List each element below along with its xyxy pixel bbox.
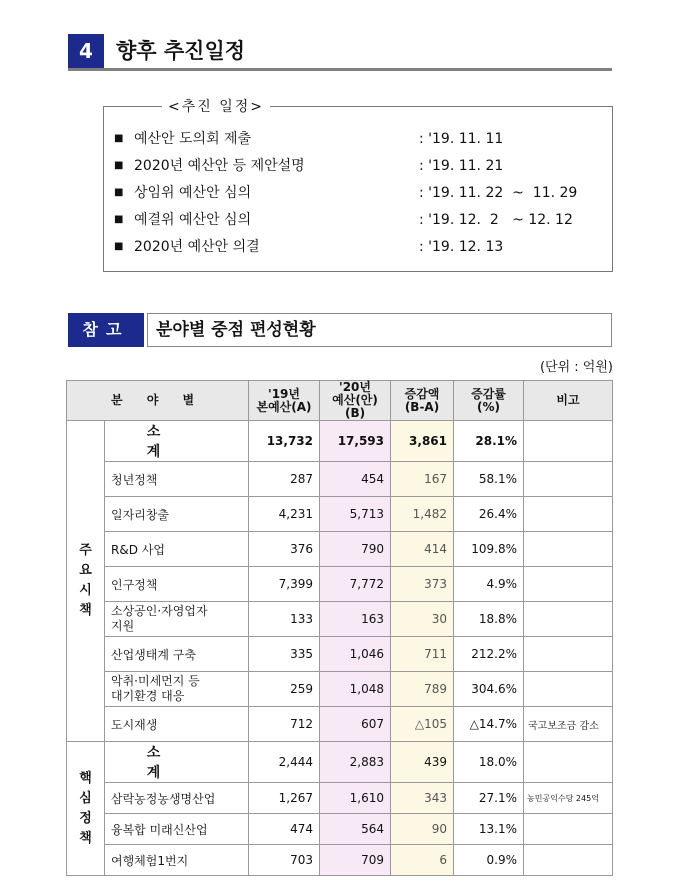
cell-b20: 1,610 (320, 783, 391, 814)
section-heading (68, 34, 612, 70)
table-row (67, 742, 613, 783)
cell-b19: 13,732 (249, 421, 320, 462)
cell-diff: 1,482 (391, 497, 454, 532)
cell-note: 국고보조금 감소 (524, 707, 613, 742)
cell-b20: 454 (320, 462, 391, 497)
cell-b19: 474 (249, 814, 320, 845)
cell-rate: 4.9% (454, 567, 524, 602)
bullet-icon: ■ (114, 187, 124, 198)
cell-note (524, 567, 613, 602)
cell-diff: 167 (391, 462, 454, 497)
cell-diff: 343 (391, 783, 454, 814)
cell-note (524, 532, 613, 567)
schedule-item-date: : '19. 12. 2 ~ 12. 12 (419, 212, 573, 228)
section-title: 향후 추진일정 (116, 39, 246, 63)
cell-b20: 163 (320, 602, 391, 637)
cell-rate: 212.2% (454, 637, 524, 672)
table-row (67, 497, 613, 532)
table-row (67, 672, 613, 707)
schedule-title: <추진 일정> (162, 96, 270, 116)
section-number: 4 (68, 34, 104, 68)
schedule-item-date: : '19. 11. 21 (419, 158, 504, 174)
category-cell: 핵 심 정 책 (67, 742, 105, 876)
header-b19: '19년 본예산(A) (249, 381, 320, 421)
cell-label: 도시재생 (105, 707, 249, 742)
cell-b19: 1,267 (249, 783, 320, 814)
schedule-item-date: : '19. 11. 22 ~ 11. 29 (419, 185, 578, 201)
cell-b20: 7,772 (320, 567, 391, 602)
cell-rate: 13.1% (454, 814, 524, 845)
subtotal-label: 소 계 (105, 421, 249, 462)
bullet-icon: ■ (114, 160, 124, 171)
cell-diff: 373 (391, 567, 454, 602)
cell-note: 농민공익수당 245억 (524, 783, 613, 814)
cell-rate: 18.0% (454, 742, 524, 783)
cell-diff: 414 (391, 532, 454, 567)
cell-b20: 1,046 (320, 637, 391, 672)
cell-rate: 27.1% (454, 783, 524, 814)
cell-label: 소상공인·자영업자 지원 (105, 602, 249, 637)
subtotal-label: 소 계 (105, 742, 249, 783)
cell-b19: 4,231 (249, 497, 320, 532)
budget-table (66, 380, 613, 876)
cell-label: R&D 사업 (105, 532, 249, 567)
schedule-item (114, 208, 604, 232)
table-row (67, 567, 613, 602)
reference-title: 분야별 중점 편성현황 (156, 320, 316, 340)
cell-diff: 30 (391, 602, 454, 637)
header-field: 분 야 별 (67, 381, 249, 421)
cell-rate: 304.6% (454, 672, 524, 707)
cell-label: 악취·미세먼지 등 대기환경 대응 (105, 672, 249, 707)
cell-rate: 58.1% (454, 462, 524, 497)
cell-rate: 26.4% (454, 497, 524, 532)
category-cell: 주 요 시 책 (67, 421, 105, 742)
cell-diff: 439 (391, 742, 454, 783)
cell-diff: 6 (391, 845, 454, 876)
schedule-item-label: 예결위 예산안 심의 (134, 212, 252, 228)
header-rate: 증감률 (%) (454, 381, 524, 421)
header-diff: 증감액 (B-A) (391, 381, 454, 421)
cell-diff: 711 (391, 637, 454, 672)
cell-b20: 790 (320, 532, 391, 567)
unit-label: (단위 : 억원) (539, 360, 613, 375)
cell-label: 청년정책 (105, 462, 249, 497)
cell-b19: 133 (249, 602, 320, 637)
cell-b19: 703 (249, 845, 320, 876)
cell-rate: 0.9% (454, 845, 524, 876)
table-row (67, 783, 613, 814)
cell-note (524, 672, 613, 707)
cell-b19: 2,444 (249, 742, 320, 783)
section-underline (68, 68, 612, 71)
schedule-item-date: : '19. 11. 11 (419, 131, 504, 147)
cell-note (524, 845, 613, 876)
schedule-item-label: 상임위 예산안 심의 (134, 185, 252, 201)
schedule-item-label: 2020년 예산안 의결 (134, 239, 260, 255)
schedule-item-label: 2020년 예산안 등 제안설명 (134, 158, 305, 174)
bullet-icon: ■ (114, 241, 124, 252)
cell-note (524, 742, 613, 783)
cell-b20: 1,048 (320, 672, 391, 707)
cell-rate: 28.1% (454, 421, 524, 462)
cell-diff: 90 (391, 814, 454, 845)
schedule-item (114, 127, 604, 151)
header-note: 비고 (524, 381, 613, 421)
table-row (67, 462, 613, 497)
cell-b19: 376 (249, 532, 320, 567)
cell-diff: 789 (391, 672, 454, 707)
cell-b20: 5,713 (320, 497, 391, 532)
table-header-row (67, 381, 613, 421)
header-b20: '20년 예산(안)(B) (320, 381, 391, 421)
table-row (67, 532, 613, 567)
cell-note (524, 637, 613, 672)
table-row (67, 845, 613, 876)
table-row (67, 814, 613, 845)
cell-b19: 335 (249, 637, 320, 672)
bullet-icon: ■ (114, 133, 124, 144)
cell-b19: 259 (249, 672, 320, 707)
reference-tag: 참고 (68, 313, 144, 347)
table-row (67, 637, 613, 672)
cell-rate: 109.8% (454, 532, 524, 567)
cell-rate: △14.7% (454, 707, 524, 742)
cell-note (524, 421, 613, 462)
cell-label: 융복합 미래신산업 (105, 814, 249, 845)
cell-b19: 7,399 (249, 567, 320, 602)
cell-note (524, 497, 613, 532)
cell-note (524, 602, 613, 637)
cell-label: 여행체험1번지 (105, 845, 249, 876)
table-row (67, 602, 613, 637)
schedule-box (103, 99, 613, 272)
cell-b20: 2,883 (320, 742, 391, 783)
cell-b20: 607 (320, 707, 391, 742)
schedule-item (114, 154, 604, 178)
cell-b19: 712 (249, 707, 320, 742)
cell-b20: 709 (320, 845, 391, 876)
schedule-item-date: : '19. 12. 13 (419, 239, 504, 255)
bullet-icon: ■ (114, 214, 124, 225)
cell-b20: 564 (320, 814, 391, 845)
cell-note (524, 814, 613, 845)
schedule-item (114, 181, 604, 205)
table-row (67, 707, 613, 742)
cell-rate: 18.8% (454, 602, 524, 637)
cell-label: 산업생태계 구축 (105, 637, 249, 672)
cell-label: 일자리창출 (105, 497, 249, 532)
cell-b19: 287 (249, 462, 320, 497)
cell-diff: △105 (391, 707, 454, 742)
cell-diff: 3,861 (391, 421, 454, 462)
table-row (67, 421, 613, 462)
schedule-item (114, 235, 604, 259)
cell-label: 인구정책 (105, 567, 249, 602)
cell-label: 삼락농정농생명산업 (105, 783, 249, 814)
reference-title-box (147, 313, 612, 347)
schedule-item-label: 예산안 도의회 제출 (134, 131, 252, 147)
cell-note (524, 462, 613, 497)
cell-b20: 17,593 (320, 421, 391, 462)
